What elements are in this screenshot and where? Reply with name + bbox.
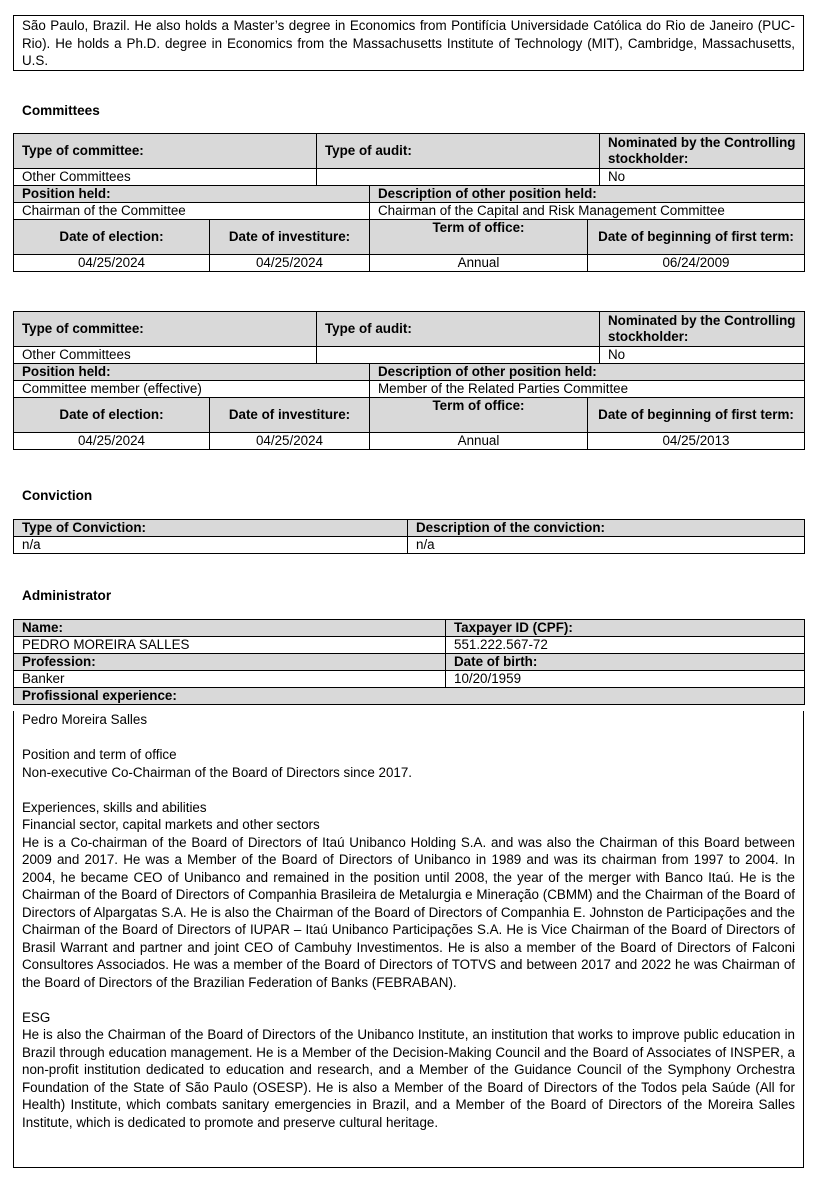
position-held-value: Committee member (effective) (14, 381, 370, 398)
position-heading: Position and term of office (22, 747, 177, 762)
description-other-value: Chairman of the Capital and Risk Management Committee (370, 203, 805, 220)
date-beginning-value: 06/24/2009 (588, 255, 805, 272)
cpf-label: Taxpayer ID (CPF): (446, 620, 805, 637)
committee-table-2 (13, 311, 805, 450)
term-office-label: Term of office: (370, 220, 588, 255)
description-other-label: Description of other position held: (370, 364, 805, 381)
name-label: Name: (14, 620, 446, 637)
profession-value: Banker (14, 671, 446, 688)
type-of-audit-label: Type of audit: (317, 134, 600, 169)
administrator-heading: Administrator (22, 588, 112, 603)
date-election-label: Date of election: (14, 398, 210, 433)
conviction-type-value: n/a (14, 537, 408, 554)
skills-text: He is a Co-chairman of the Board of Directors of Itaú Unibanco Holding S.A. and was also the Chairman of this Board between 2009 and 2017. He was a Member of the Board of Directors of Unibanco in 1989 and was its chairman from 1997 to 2004. In 2004, he became CEO of Unibanco and remained in the position until 2008, the year of the merger with Banco Itaú. He is the Chairman of the Board of Directors of Companhia Brasileira de Metalurgia e Mineração (CBMM) and the Chairman of the Board of Directors of Alpargatas S.A. He is also the Chairman of the Board of Directors of Companhia E. Johnston de Participações and the Chairman of the Board of Directors of IUPAR – Itaú Unibanco Participações S.A. He is Vice Chairman of the Board of Directors of Brasil Warrant and partner and joint CEO of Cambuhy Investimentos. He is also a member of the Board of Directors of Falconi Consultores Associados. He was a member of the Board of Directors of TOTVS and between 2017 and 2022 he was Chairman of the Board of Directors of the Brazilian Federation of Banks (FEBRABAN). (22, 834, 795, 990)
skills-heading: Experiences, skills and abilities (22, 799, 207, 815)
conviction-table (13, 519, 805, 554)
type-of-audit-label: Type of audit: (317, 312, 600, 347)
cpf-value: 551.222.567-72 (446, 637, 805, 654)
type-of-committee-value: Other Committees (14, 169, 317, 186)
dob-value: 10/20/1959 (446, 671, 805, 688)
type-of-audit-value (317, 169, 600, 186)
experience-label: Profissional experience: (14, 688, 805, 705)
nominated-label: Nominated by the Controlling stockholder: (600, 134, 805, 169)
nominated-label: Nominated by the Controlling stockholder: (600, 312, 805, 347)
nominated-value: No (600, 169, 805, 186)
type-of-audit-value (317, 347, 600, 364)
date-investiture-label: Date of investiture: (210, 398, 370, 433)
date-beginning-label: Date of beginning of first term: (588, 220, 805, 255)
esg-heading: ESG (22, 1009, 51, 1025)
experience-name: Pedro Moreira Salles (22, 712, 148, 727)
description-other-value: Member of the Related Parties Committee (370, 381, 805, 398)
type-of-committee-label: Type of committee: (14, 312, 317, 347)
type-of-committee-label: Type of committee: (14, 134, 317, 169)
date-beginning-label: Date of beginning of first term: (588, 398, 805, 433)
conviction-description-label: Description of the conviction: (408, 520, 805, 537)
date-election-value: 04/25/2024 (14, 433, 210, 450)
position-held-value: Chairman of the Committee (14, 203, 370, 220)
intro-paragraph: São Paulo, Brazil. He also holds a Master’s degree in Economics from Pontifícia Universidade Católica do Rio de Janeiro (PUC-Rio). He holds a Ph.D. degree in Economics from the Massachusetts Institute of Technology (MIT), Cambridge, Massachusetts, U.S. (13, 15, 804, 71)
term-office-value: Annual (370, 255, 588, 272)
conviction-description-value: n/a (408, 537, 805, 554)
type-of-committee-value: Other Committees (14, 347, 317, 364)
date-investiture-value: 04/25/2024 (210, 255, 370, 272)
conviction-heading: Conviction (22, 488, 93, 503)
profession-label: Profession: (14, 654, 446, 671)
date-election-value: 04/25/2024 (14, 255, 210, 272)
committees-heading: Committees (22, 103, 100, 118)
date-beginning-value: 04/25/2013 (588, 433, 805, 450)
name-value: PEDRO MOREIRA SALLES (14, 637, 446, 654)
term-office-label: Term of office: (370, 398, 588, 433)
esg-text: He is also the Chairman of the Board of Directors of the Unibanco Institute, an institution that works to improve public education in Brazil through education management. He is a Member of the Decision-Making Council and the Board of Associates of INSPER, a non-profit institution dedicated to education and research, and a Member of the Guidance Council of the Symphony Orchestra Foundation of the State of São Paulo (OSESP). He is also a Member of the Board of Directors of the Todos pela Saúde (All for Health) Institute, which combats sanitary emergencies in Brazil, and a Member of the Board of Directors of the Moreira Salles Institute, which is dedicated to promote and preserve cultural heritage. (22, 1027, 795, 1130)
position-text: Non-executive Co-Chairman of the Board of Directors since 2017. (22, 764, 413, 780)
position-held-label: Position held: (14, 364, 370, 381)
conviction-type-label: Type of Conviction: (14, 520, 408, 537)
date-investiture-value: 04/25/2024 (210, 433, 370, 450)
term-office-value: Annual (370, 433, 588, 450)
skills-subheading: Financial sector, capital markets and other sectors (22, 817, 320, 832)
position-held-label: Position held: (14, 186, 370, 203)
committee-table-1 (13, 133, 805, 272)
description-other-label: Description of other position held: (370, 186, 805, 203)
date-election-label: Date of election: (14, 220, 210, 255)
date-investiture-label: Date of investiture: (210, 220, 370, 255)
nominated-value: No (600, 347, 805, 364)
professional-experience-text (13, 711, 804, 1168)
administrator-table (13, 619, 805, 705)
dob-label: Date of birth: (446, 654, 805, 671)
